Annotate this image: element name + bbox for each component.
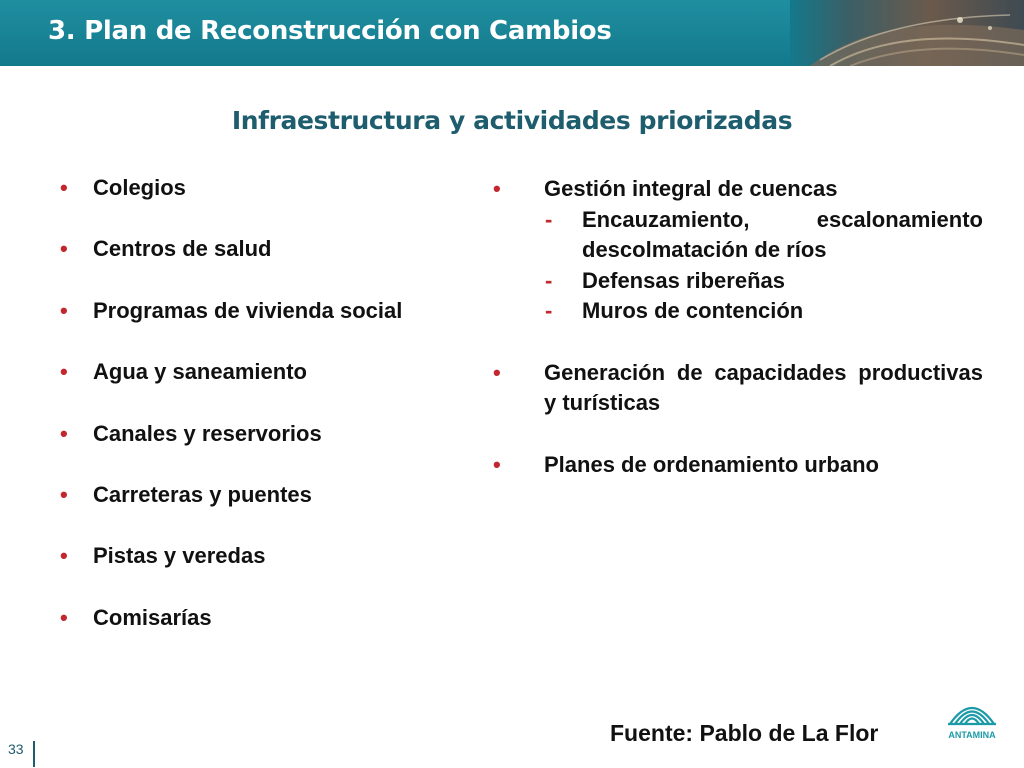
- list-item: • Programas de vivienda social: [60, 297, 403, 323]
- list-item: • Colegios: [60, 175, 186, 200]
- list-item-planes: • Planes de ordenamiento urbano: [493, 450, 983, 481]
- list-item-capacidades: • Generación de capacidades productivas y turísticas: [493, 359, 983, 415]
- list-item: • Pistas y veredas: [60, 543, 266, 569]
- header-mine-photo: [790, 0, 1024, 66]
- bullet-icon: •: [60, 236, 68, 262]
- header-bar: [0, 0, 1024, 66]
- list-item: • Agua y saneamiento: [60, 359, 307, 385]
- bullet-icon: •: [60, 175, 68, 200]
- sub-item: - Encauzamiento, escalonamiento descolmatación de ríos: [545, 206, 983, 262]
- right-bullet-list: [493, 174, 983, 480]
- bullet-icon: •: [60, 481, 68, 507]
- bullet-icon: •: [60, 604, 68, 630]
- slide-subtitle: Infraestructura y actividades priorizadas: [231, 106, 793, 135]
- slide-title: 3. Plan de Reconstrucción con Cambios: [48, 16, 612, 46]
- antamina-logo: [944, 692, 1000, 742]
- list-item: • Centros de salud: [60, 236, 272, 262]
- source-citation: Fuente: Pablo de La Flor: [610, 720, 879, 746]
- bullet-icon: •: [493, 359, 501, 385]
- left-bullet-list: [60, 174, 402, 665]
- bullet-icon: •: [60, 359, 68, 385]
- dash-icon: -: [545, 206, 553, 232]
- bullet-icon: •: [60, 420, 68, 446]
- bullet-icon: •: [60, 297, 68, 323]
- list-item: • Comisarías: [60, 604, 212, 630]
- sub-item: - Defensas ribereñas: [493, 266, 983, 297]
- svg-text:ANTAMINA: ANTAMINA: [948, 730, 996, 740]
- bullet-icon: •: [60, 543, 68, 569]
- list-item: • Canales y reservorios: [60, 420, 322, 446]
- list-item-cuencas: • Gestión integral de cuencas: [493, 174, 983, 205]
- sub-item: - Muros de contención: [493, 296, 983, 327]
- bullet-icon: •: [493, 451, 501, 477]
- list-item: • Carreteras y puentes: [60, 481, 312, 507]
- dash-icon: -: [545, 298, 553, 323]
- bullet-icon: •: [493, 176, 501, 201]
- page-number: 33: [8, 741, 24, 757]
- dash-icon: -: [545, 267, 553, 293]
- page-divider: [33, 741, 35, 767]
